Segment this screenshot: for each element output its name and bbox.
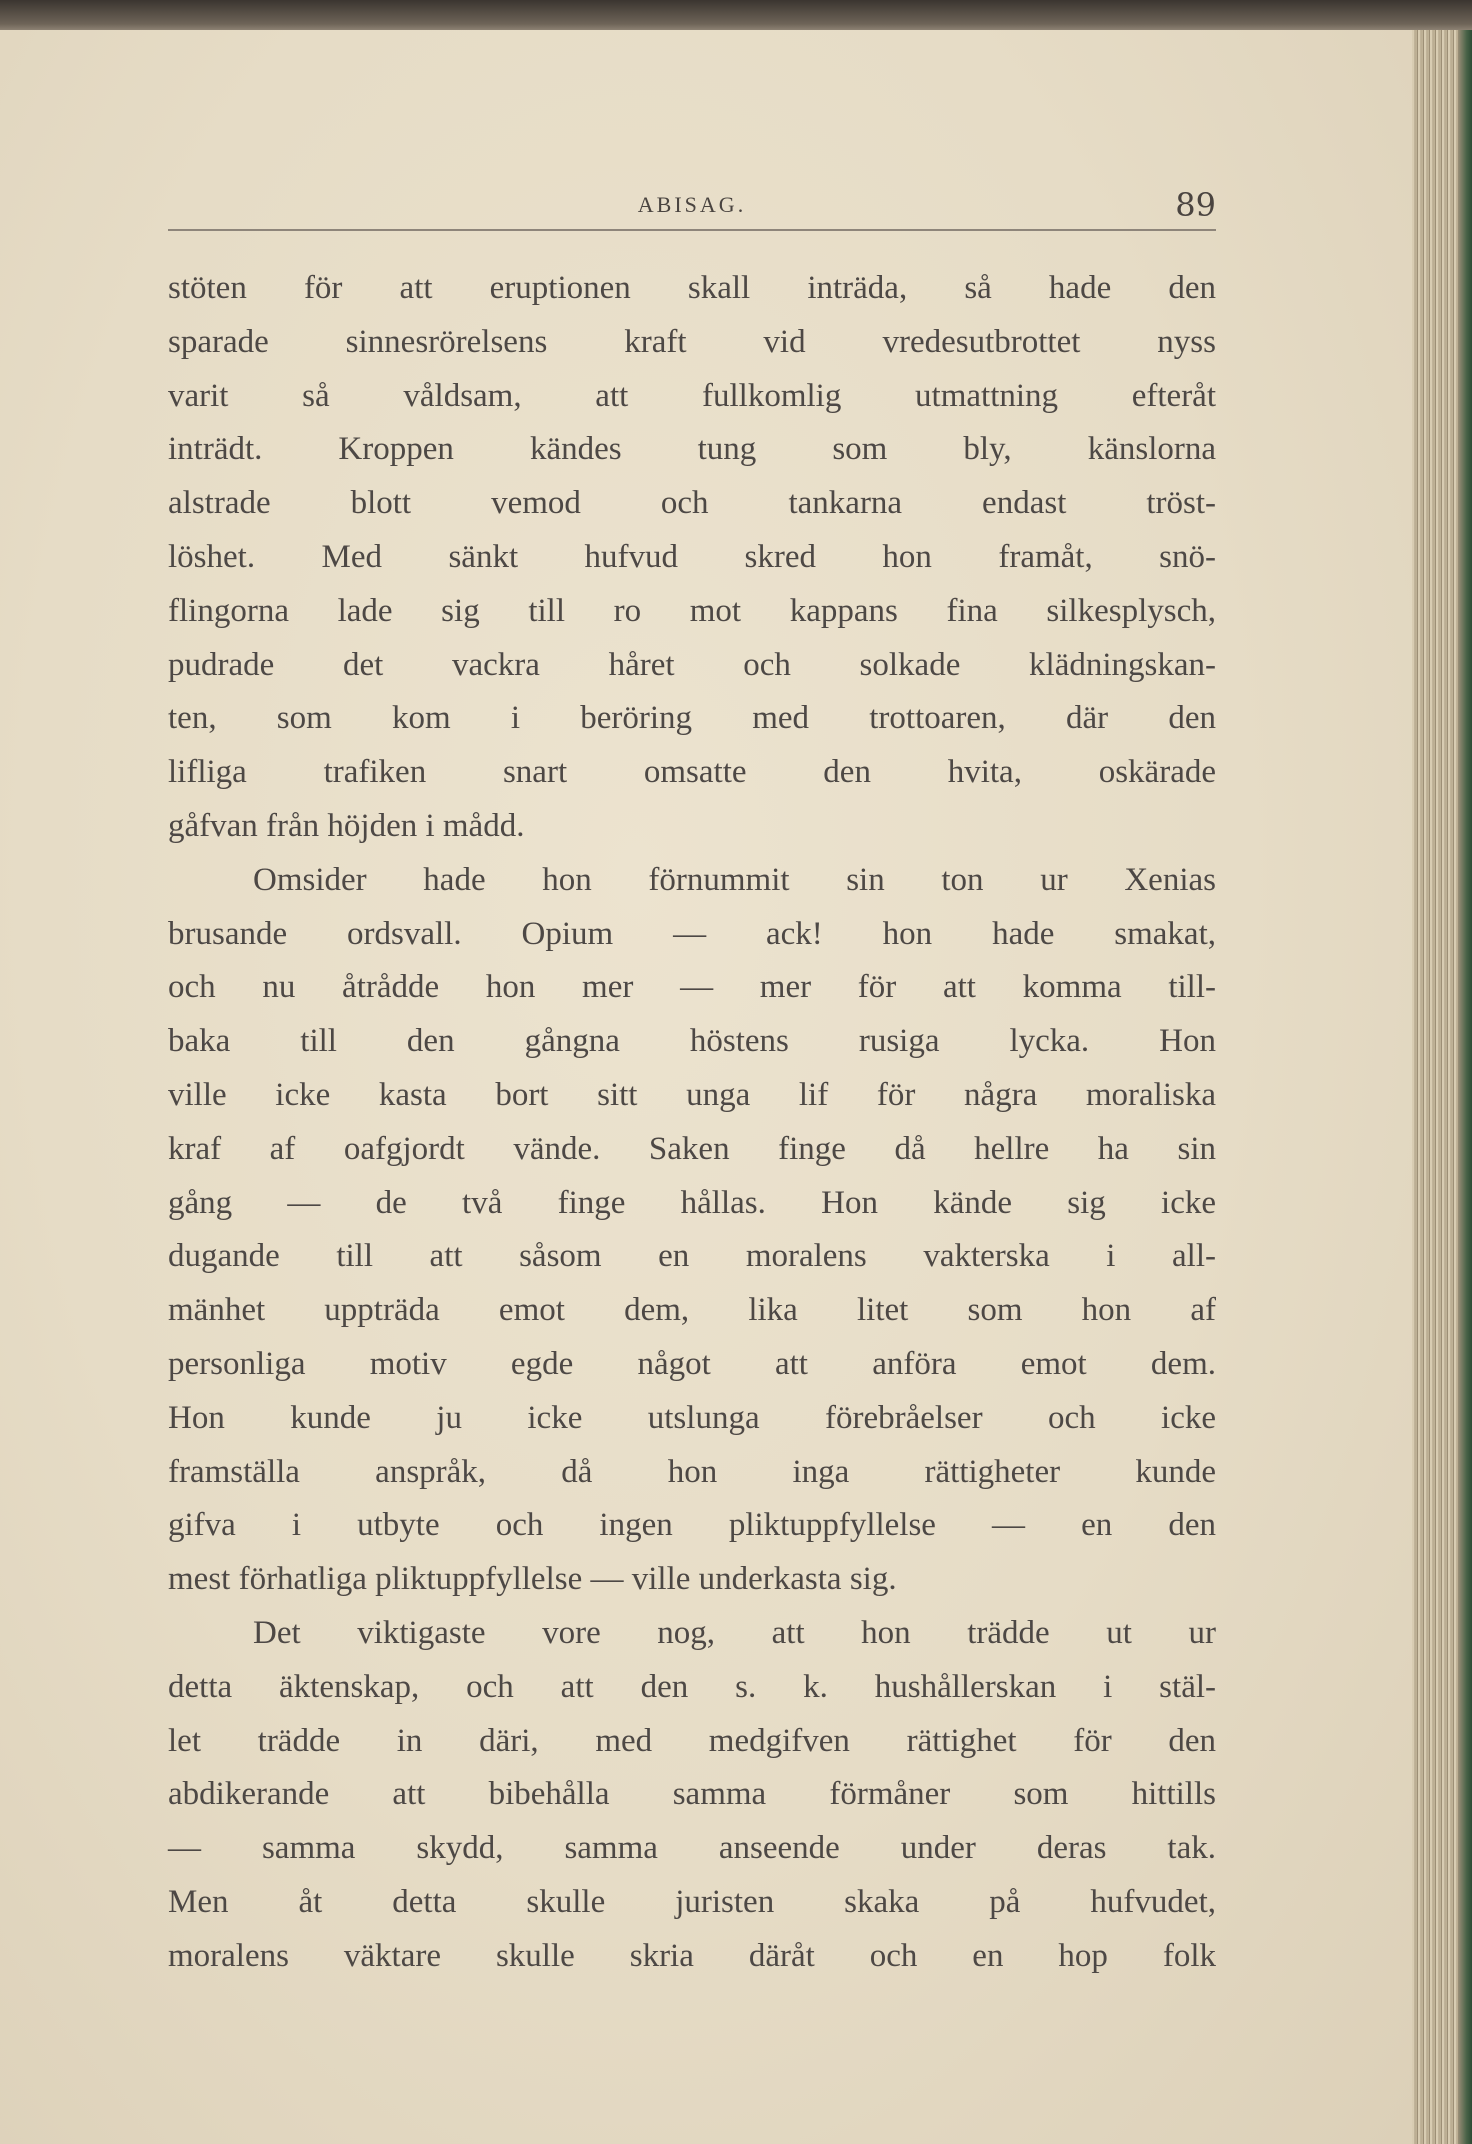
text-line: ville icke kasta bort sitt unga lif för några moraliska bbox=[168, 1076, 1216, 1113]
text-line: kraf af oafgjordt vände. Saken finge då hellre ha sin bbox=[168, 1130, 1216, 1167]
text-line: baka till den gångna höstens rusiga lycka. Hon bbox=[168, 1023, 1216, 1060]
text-line: pudrade det vackra håret och solkade klädningskan- bbox=[168, 646, 1216, 683]
text-line: inträdt. Kroppen kändes tung som bly, känslorna bbox=[168, 431, 1216, 468]
text-line: gåfvan från höjden i mådd. bbox=[168, 807, 525, 844]
text-line: brusande ordsvall. Opium — ack! hon hade smakat, bbox=[168, 915, 1216, 952]
text-line: — samma skydd, samma anseende under deras tak. bbox=[168, 1830, 1216, 1867]
text-line: flingorna lade sig till ro mot kappans fina silkesplysch, bbox=[168, 592, 1216, 629]
header-rule bbox=[168, 229, 1216, 231]
text-line: sparade sinnesrörelsens kraft vid vredesutbrottet nyss bbox=[168, 323, 1216, 360]
text-line: Omsider hade hon förnummit sin ton ur Xenias bbox=[253, 861, 1216, 898]
text-line: Men åt detta skulle juristen skaka på hufvudet, bbox=[168, 1883, 1216, 1920]
text-line: löshet. Med sänkt hufvud skred hon framåt, snö- bbox=[168, 538, 1216, 575]
text-line: ten, som kom i beröring med trottoaren, där den bbox=[168, 700, 1216, 737]
text-line: mänhet uppträda emot dem, lika litet som hon af bbox=[168, 1292, 1216, 1329]
text-line: alstrade blott vemod och tankarna endast tröst- bbox=[168, 485, 1216, 522]
book-page-edges bbox=[1412, 30, 1472, 2144]
text-line: lifliga trafiken snart omsatte den hvita, oskärade bbox=[168, 754, 1216, 791]
text-line: moralens väktare skulle skria däråt och en hop folk bbox=[168, 1937, 1216, 1974]
text-line: och nu åtrådde hon mer — mer för att komma till- bbox=[168, 969, 1216, 1006]
page-header bbox=[168, 186, 1216, 226]
text-line: mest förhatliga pliktuppfyllelse — ville underkasta sig. bbox=[168, 1561, 897, 1598]
text-line: abdikerande att bibehålla samma förmåner som hittills bbox=[168, 1776, 1216, 1813]
text-line: let trädde in däri, med medgifven rättighet för den bbox=[168, 1722, 1216, 1759]
running-title: ABISAG. bbox=[637, 192, 747, 217]
text-line: varit så våldsam, att fullkomlig utmattning efteråt bbox=[168, 377, 1216, 414]
text-line: Hon kunde ju icke utslunga förebråelser och icke bbox=[168, 1399, 1216, 1436]
text-line: personliga motiv egde något att anföra emot dem. bbox=[168, 1345, 1216, 1382]
text-line: gång — de två finge hållas. Hon kände sig icke bbox=[168, 1184, 1216, 1221]
text-line: stöten för att eruptionen skall inträda, så hade den bbox=[168, 270, 1216, 306]
text-line: detta äktenskap, och att den s. k. hushållerskan i stäl- bbox=[168, 1668, 1216, 1705]
body-text bbox=[168, 262, 1216, 1984]
text-line: dugande till att såsom en moralens vakterska i all- bbox=[168, 1238, 1216, 1275]
text-line: Det viktigaste vore nog, att hon trädde ut ur bbox=[253, 1614, 1216, 1651]
text-line: framställa anspråk, då hon inga rättigheter kunde bbox=[168, 1453, 1216, 1490]
page-number: 89 bbox=[1175, 186, 1216, 224]
text-line: gifva i utbyte och ingen pliktuppfyllelse — en den bbox=[168, 1507, 1216, 1544]
